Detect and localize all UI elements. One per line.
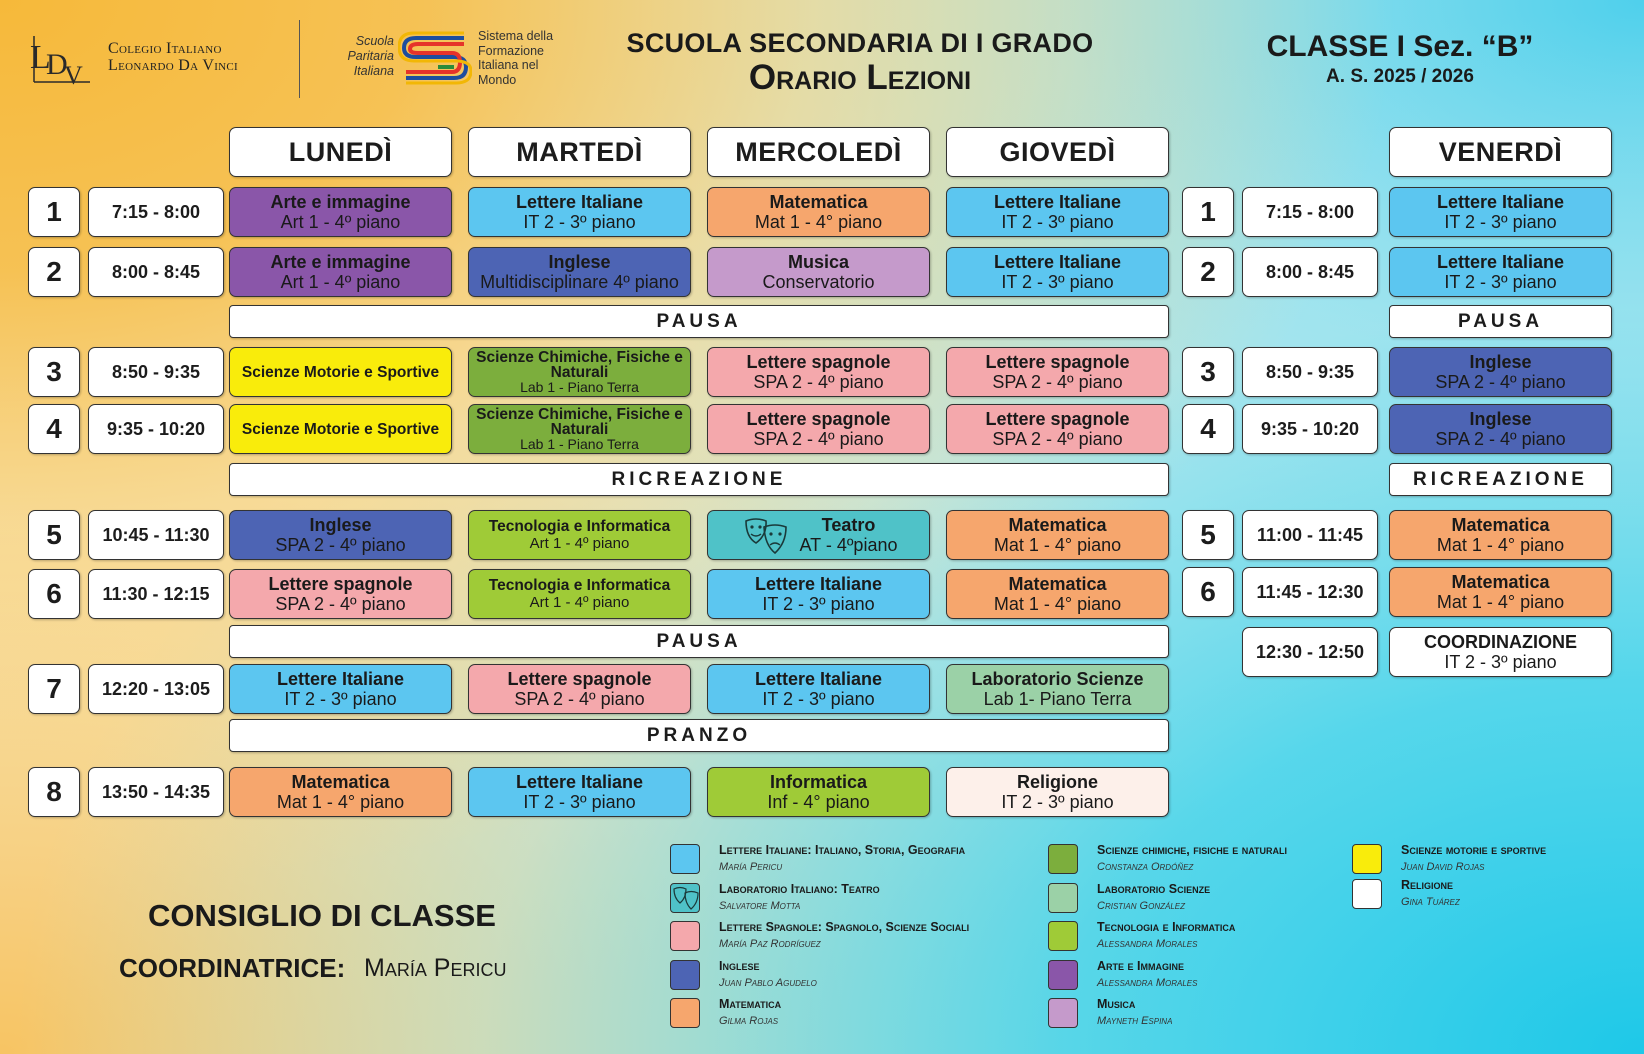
lesson-cell	[946, 664, 1169, 714]
lesson-cell	[1389, 247, 1612, 297]
period-time: 10:45 - 11:30	[88, 510, 224, 560]
lesson-room: Art 1 - 4º piano	[529, 594, 630, 611]
period-number: 6	[28, 569, 80, 619]
period-time: 11:00 - 11:45	[1242, 510, 1378, 560]
legend-swatch	[1048, 998, 1078, 1028]
period-number: 4	[1182, 404, 1234, 454]
lesson-subject: COORDINAZIONE	[1424, 632, 1577, 652]
day-header-1: LUNEDÌ	[229, 127, 452, 177]
lesson-room: Mat 1 - 4° piano	[993, 535, 1122, 555]
lesson-room: Lab 1- Piano Terra	[983, 689, 1132, 709]
lesson-cell	[468, 404, 691, 454]
coordinatrice-label: COORDINATRICE:	[119, 953, 346, 983]
lesson-room: IT 2 - 3º piano	[1444, 212, 1557, 232]
legend-swatch	[670, 921, 700, 951]
lesson-cell	[707, 347, 930, 397]
lesson-room: IT 2 - 3º piano	[284, 689, 397, 709]
lesson-room: Mat 1 - 4° piano	[993, 594, 1122, 614]
lesson-room: IT 2 - 3º piano	[1001, 792, 1114, 812]
period-number: 8	[28, 767, 80, 817]
legend-swatch	[1048, 960, 1078, 990]
lesson-subject: Scienze Motorie e Sportive	[241, 363, 440, 381]
lesson-room: SPA 2 - 4º piano	[1435, 429, 1566, 449]
lesson-subject: Lettere spagnole	[985, 352, 1130, 372]
lesson-room: Mat 1 - 4° piano	[276, 792, 405, 812]
lesson-cell	[946, 187, 1169, 237]
school-year: A. S. 2025 / 2026	[1326, 66, 1474, 87]
lesson-subject: Lettere Italiane	[754, 574, 883, 594]
class-label: CLASSE I Sez. “B”	[1266, 30, 1534, 63]
ldv-school-name: Colegio Italiano Leonardo Da Vinci	[108, 40, 239, 74]
lesson-subject: Matematica	[1008, 574, 1107, 594]
lesson-subject: Inglese	[1469, 409, 1532, 429]
lesson-cell	[707, 404, 930, 454]
lesson-cell	[1389, 567, 1612, 617]
legend-subject: Scienze motorie e sportive	[1401, 843, 1547, 857]
period-number: 2	[28, 247, 80, 297]
legend-swatch	[1048, 844, 1078, 874]
period-time: 7:15 - 8:00	[88, 187, 224, 237]
lesson-subject: Lettere Italiane	[993, 252, 1122, 272]
period-number: 6	[1182, 567, 1234, 617]
lesson-cell	[229, 664, 452, 714]
lesson-subject: Scienze Motorie e Sportive	[241, 420, 440, 438]
lesson-cell	[468, 187, 691, 237]
lesson-cell	[229, 510, 452, 560]
lesson-room: IT 2 - 3º piano	[1444, 652, 1557, 672]
lesson-subject: Matematica	[1008, 515, 1107, 535]
lesson-cell	[468, 510, 691, 560]
legend-teacher: Constanza Ordóñez	[1097, 861, 1194, 873]
legend-subject: Tecnologia e Informatica	[1097, 920, 1236, 934]
lesson-room: Mat 1 - 4° piano	[1436, 592, 1565, 612]
lesson-cell	[229, 187, 452, 237]
lesson-room: Lab 1 - Piano Terra	[520, 435, 639, 452]
svg-text:D: D	[46, 48, 68, 81]
page-title: Orario Lezioni	[748, 58, 972, 97]
lesson-cell	[229, 767, 452, 817]
legend-teacher: Gilma Rojas	[719, 1015, 779, 1027]
lesson-room: IT 2 - 3º piano	[762, 689, 875, 709]
break-band: PAUSA	[229, 625, 1169, 658]
legend-swatch	[670, 998, 700, 1028]
legend-subject: Matematica	[719, 997, 782, 1011]
legend-subject: Inglese	[719, 959, 760, 973]
period-time: 8:00 - 8:45	[88, 247, 224, 297]
legend-subject: Lettere Spagnole: Spagnolo, Scienze Sociali	[719, 920, 970, 934]
lesson-subject: Lettere Italiane	[754, 669, 883, 689]
legend-teacher: María Pericu	[719, 861, 783, 873]
lesson-room: SPA 2 - 4º piano	[753, 429, 884, 449]
period-time: 9:35 - 10:20	[1242, 404, 1378, 454]
lesson-cell	[229, 247, 452, 297]
legend-teacher: Alessandra Morales	[1097, 938, 1198, 950]
lesson-room: SPA 2 - 4º piano	[275, 594, 406, 614]
lesson-cell	[707, 187, 930, 237]
legend-teacher: Juan Pablo Agudelo	[719, 977, 817, 989]
lesson-subject: Scienze Chimiche, Fisiche e Naturali	[476, 405, 683, 438]
lesson-cell	[229, 347, 452, 397]
legend-subject: Arte e Immagine	[1097, 959, 1184, 973]
lesson-subject: Lettere spagnole	[746, 352, 891, 372]
lesson-subject: Matematica	[1451, 515, 1550, 535]
theatre-masks-icon	[742, 515, 790, 557]
legend-subject: Scienze chimiche, fisiche e naturali	[1097, 843, 1288, 857]
break-band: RICREAZIONE	[1389, 463, 1612, 496]
period-time: 12:20 - 13:05	[88, 664, 224, 714]
lesson-room: IT 2 - 3º piano	[1444, 272, 1557, 292]
day-header-5: VENERDÌ	[1389, 127, 1612, 177]
lesson-cell	[468, 767, 691, 817]
lesson-room: Art 1 - 4º piano	[529, 535, 630, 552]
lesson-room: Art 1 - 4º piano	[280, 212, 401, 232]
lesson-subject: Inglese	[309, 515, 372, 535]
lesson-subject: Lettere Italiane	[515, 772, 644, 792]
lesson-cell	[468, 569, 691, 619]
period-number: 4	[28, 404, 80, 454]
lesson-subject: Matematica	[291, 772, 390, 792]
lesson-room: IT 2 - 3º piano	[523, 792, 636, 812]
lesson-subject: Lettere Italiane	[1436, 252, 1565, 272]
lesson-cell	[1389, 627, 1612, 677]
lesson-room: SPA 2 - 4º piano	[275, 535, 406, 555]
consiglio-di-classe-heading: CONSIGLIO DI CLASSE	[148, 898, 496, 933]
lesson-room: IT 2 - 3º piano	[523, 212, 636, 232]
break-band: PAUSA	[229, 305, 1169, 338]
legend-swatch	[670, 844, 700, 874]
lesson-subject: Lettere Italiane	[993, 192, 1122, 212]
break-band: RICREAZIONE	[229, 463, 1169, 496]
period-time: 11:45 - 12:30	[1242, 567, 1378, 617]
lesson-room: IT 2 - 3º piano	[1001, 272, 1114, 292]
lesson-cell	[946, 510, 1169, 560]
period-time: 11:30 - 12:15	[88, 569, 224, 619]
break-band: PAUSA	[1389, 305, 1612, 338]
lesson-room: Inf - 4° piano	[767, 792, 870, 812]
lesson-room: SPA 2 - 4º piano	[992, 429, 1123, 449]
lesson-subject: Lettere spagnole	[507, 669, 652, 689]
period-number: 3	[1182, 347, 1234, 397]
lesson-subject: Arte e immagine	[270, 252, 411, 272]
lesson-cell	[707, 664, 930, 714]
lesson-cell	[229, 404, 452, 454]
lesson-cell	[946, 347, 1169, 397]
lesson-cell	[1389, 347, 1612, 397]
sistema-formazione-text: Sistema della Formazione Italiana nel Mondo	[478, 29, 554, 87]
legend-swatch	[670, 883, 700, 913]
lesson-cell	[946, 767, 1169, 817]
legend-swatch	[1048, 921, 1078, 951]
lesson-subject: Lettere Italiane	[276, 669, 405, 689]
day-header-4: GIOVEDÌ	[946, 127, 1169, 177]
lesson-room: IT 2 - 3º piano	[762, 594, 875, 614]
sistema-formazione-logo-icon	[398, 30, 472, 88]
lesson-room: SPA 2 - 4º piano	[992, 372, 1123, 392]
legend-teacher: Juan David Rojas	[1401, 861, 1485, 873]
legend-swatch	[1048, 883, 1078, 913]
legend-swatch	[1352, 844, 1382, 874]
lesson-subject: Matematica	[769, 192, 868, 212]
svg-text:L: L	[30, 39, 51, 76]
legend-swatch	[1352, 879, 1382, 909]
lesson-subject: Religione	[1016, 772, 1098, 792]
lesson-subject: Informatica	[769, 772, 868, 792]
lesson-subject: Lettere Italiane	[1436, 192, 1565, 212]
lesson-cell	[707, 767, 930, 817]
legend-swatch	[670, 960, 700, 990]
lesson-cell	[1389, 187, 1612, 237]
period-time: 8:50 - 9:35	[88, 347, 224, 397]
lesson-cell	[1389, 510, 1612, 560]
scuola-paritaria-text: Scuola Paritaria Italiana	[347, 34, 394, 78]
period-time: 9:35 - 10:20	[88, 404, 224, 454]
lesson-room: AT - 4ºpiano	[799, 535, 898, 555]
lesson-subject: Scienze Chimiche, Fisiche e Naturali	[476, 348, 683, 381]
period-time: 7:15 - 8:00	[1242, 187, 1378, 237]
period-number: 1	[1182, 187, 1234, 237]
coordinatrice-name: María Pericu	[364, 954, 507, 982]
day-header-2: MARTEDÌ	[468, 127, 691, 177]
lesson-subject: Tecnologia e Informatica	[488, 577, 671, 594]
period-time: 13:50 - 14:35	[88, 767, 224, 817]
legend-teacher: Mayneth Espina	[1097, 1015, 1173, 1027]
day-header-3: MERCOLEDÌ	[707, 127, 930, 177]
lesson-subject: Lettere Italiane	[515, 192, 644, 212]
period-number: 5	[1182, 510, 1234, 560]
lesson-room: Conservatorio	[762, 272, 875, 292]
lesson-subject: Matematica	[1451, 572, 1550, 592]
lesson-cell	[468, 664, 691, 714]
legend-subject: Religione	[1401, 878, 1454, 892]
legend-teacher: María Paz Rodríguez	[719, 938, 821, 950]
legend-subject: Laboratorio Scienze	[1097, 882, 1211, 896]
lesson-subject: Tecnologia e Informatica	[488, 518, 671, 535]
legend-subject: Musica	[1097, 997, 1136, 1011]
svg-text:V: V	[64, 61, 83, 88]
theatre-masks-icon	[671, 884, 700, 913]
lesson-subject: Lettere spagnole	[746, 409, 891, 429]
lesson-room: Lab 1 - Piano Terra	[520, 378, 639, 395]
legend-subject: Laboratorio Italiano: Teatro	[719, 882, 880, 896]
lesson-room: Multidisciplinare 4º piano	[480, 272, 679, 292]
lesson-room: SPA 2 - 4º piano	[1435, 372, 1566, 392]
header-divider	[299, 20, 300, 98]
lesson-room: SPA 2 - 4º piano	[514, 689, 645, 709]
lesson-subject: Inglese	[1469, 352, 1532, 372]
legend-teacher: Gina Tuárez	[1401, 896, 1460, 908]
period-number: 3	[28, 347, 80, 397]
lesson-subject: Arte e immagine	[270, 192, 411, 212]
period-number: 1	[28, 187, 80, 237]
lesson-cell	[707, 569, 930, 619]
lesson-cell	[946, 569, 1169, 619]
legend-teacher: Alessandra Morales	[1097, 977, 1198, 989]
lesson-subject: Lettere spagnole	[268, 574, 413, 594]
lesson-room: SPA 2 - 4º piano	[753, 372, 884, 392]
lesson-room: Mat 1 - 4° piano	[1436, 535, 1565, 555]
period-time: 8:00 - 8:45	[1242, 247, 1378, 297]
lesson-cell	[946, 404, 1169, 454]
lesson-cell	[1389, 404, 1612, 454]
lesson-cell	[229, 569, 452, 619]
period-number: 5	[28, 510, 80, 560]
period-number: 7	[28, 664, 80, 714]
lesson-subject: Musica	[787, 252, 850, 272]
lesson-subject: Inglese	[548, 252, 611, 272]
legend-teacher: Salvatore Motta	[719, 900, 801, 912]
legend-subject: Lettere Italiane: Italiano, Storia, Geografia	[719, 843, 966, 857]
period-time: 12:30 - 12:50	[1242, 627, 1378, 677]
lesson-subject: Teatro	[821, 515, 876, 535]
lesson-room: Mat 1 - 4° piano	[754, 212, 883, 232]
page-subtitle: SCUOLA SECONDARIA DI I GRADO	[626, 28, 1094, 58]
lesson-subject: Lettere spagnole	[985, 409, 1130, 429]
lesson-cell	[468, 347, 691, 397]
lesson-room: IT 2 - 3º piano	[1001, 212, 1114, 232]
lesson-cell	[468, 247, 691, 297]
lesson-room: Art 1 - 4º piano	[280, 272, 401, 292]
period-number: 2	[1182, 247, 1234, 297]
lesson-cell	[707, 247, 930, 297]
ldv-logo	[28, 30, 96, 88]
period-time: 8:50 - 9:35	[1242, 347, 1378, 397]
legend-teacher: Cristian González	[1097, 900, 1186, 912]
break-band: PRANZO	[229, 719, 1169, 752]
lesson-cell	[707, 510, 930, 560]
lesson-cell	[946, 247, 1169, 297]
lesson-subject: Laboratorio Scienze	[971, 669, 1144, 689]
